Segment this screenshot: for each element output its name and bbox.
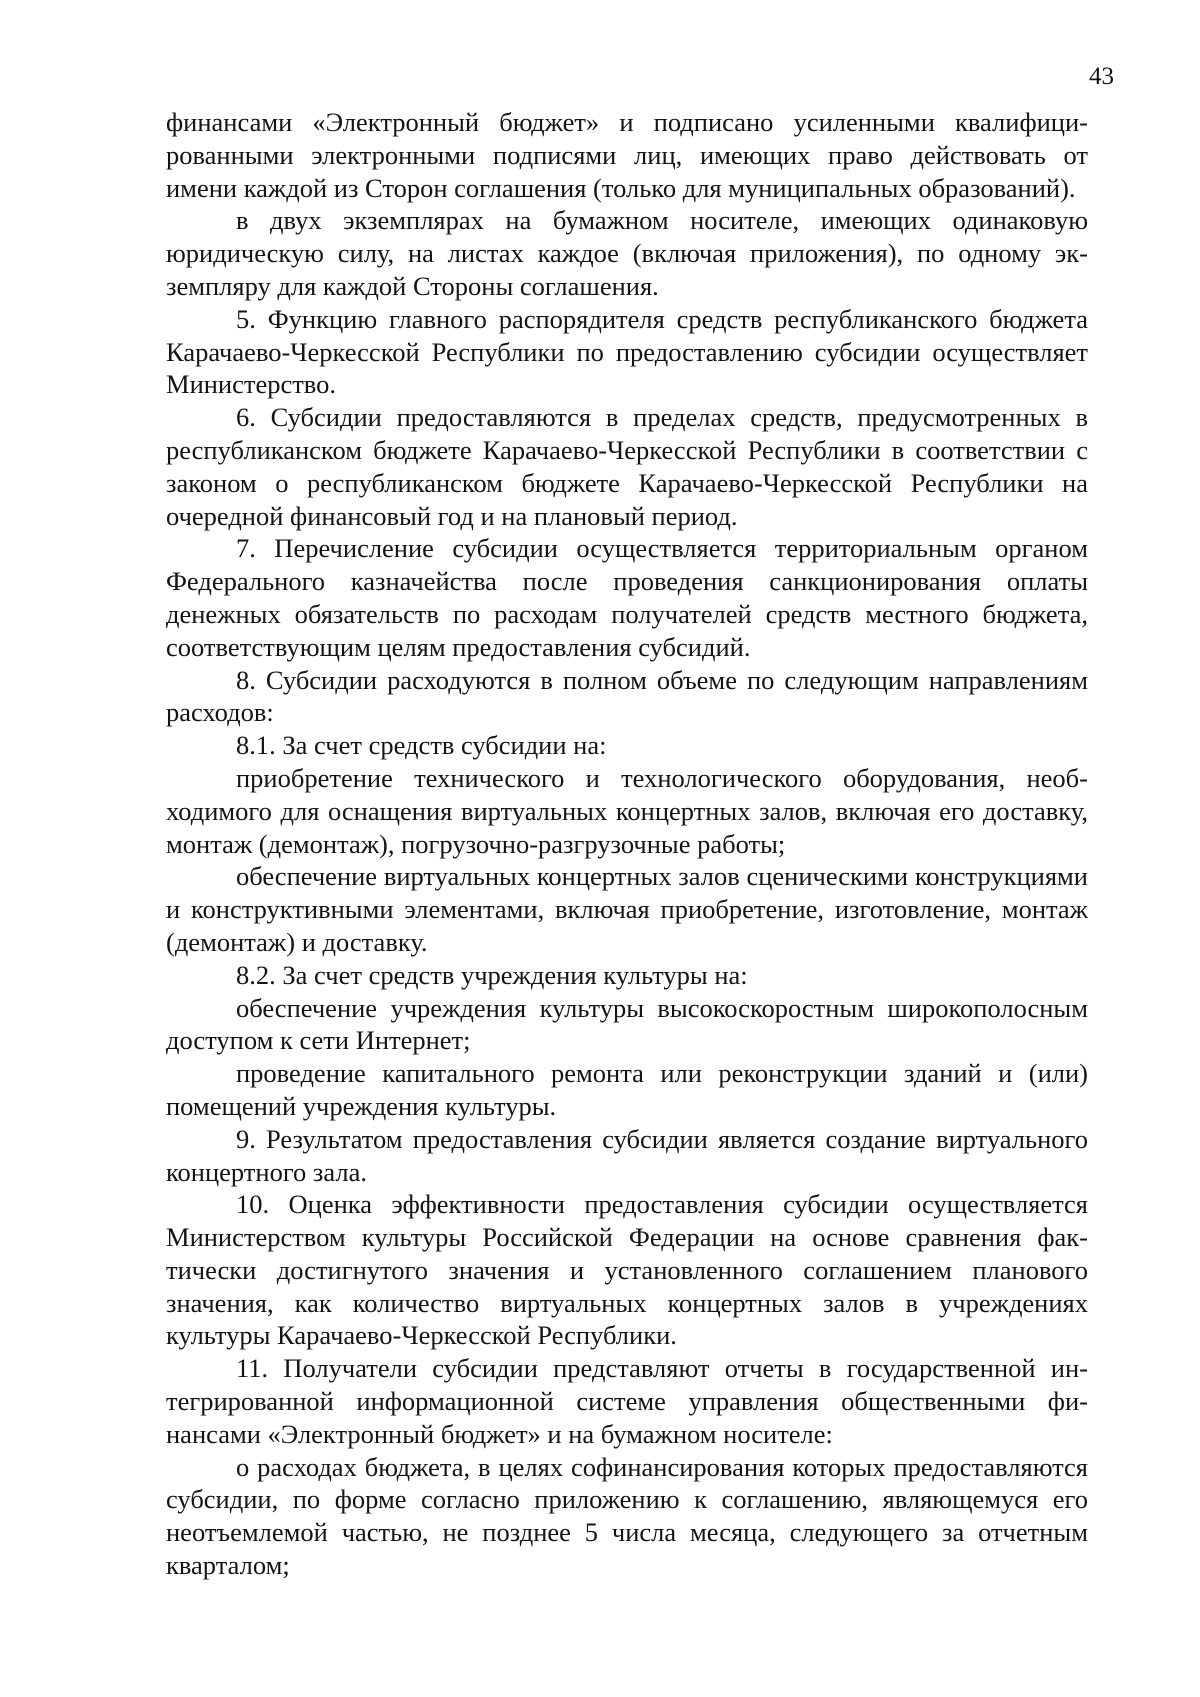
paragraph-clause-11: 11. Получатели субсидии представляют отчеты в государственной интегрированной информационной системе управления общественными финансами «Электронный бюджет» и на бумажном носителе: — [166, 1353, 1088, 1449]
paragraph-clause-8-1-item-1: приобретение технического и технологического оборудования, необходимого для оснащения виртуальных концертных залов, включая его доставку, монтаж (демонтаж), погрузочно-разгрузочные работы; — [166, 762, 1088, 859]
paragraph-clause-8-2-item-2: проведение капитального ремонта или реконструкции зданий и (или) помещений учреждения культуры. — [166, 1058, 1088, 1121]
paragraph-clause-5: 5. Функцию главного распорядителя средств республиканского бюджета Карачаево-Черкесской Республики по предоставлению субсидии осуществляет Министерство. — [166, 303, 1088, 400]
paragraph-clause-6: 6. Субсидии предоставляются в пределах средств, предусмотренных в республиканском бюджете Карачаево-Черкесской Республики в соответствии с законом о республиканском бюджете Карачаево-Черкесской Республики на очередной финансовый год и на плановый период. — [166, 402, 1088, 531]
paragraph-paper-copies: в двух экземплярах на бумажном носителе, имеющих одинаковую юридическую силу, на листах каждое (включая приложения), по одному экземпляру для каждой Стороны соглашения. — [166, 205, 1088, 301]
paragraph-clause-11-item-1: о расходах бюджета, в целях софинансирования которых предоставляются субсидии, по форме согласно приложению к соглашению, являющемуся его неотъемлемой частью, не позднее 5 числа месяца, следующего за отчетным кварталом; — [166, 1451, 1088, 1581]
paragraph-clause-10: 10. Оценка эффективности предоставления субсидии осуществляется Министерством культуры Российской Федерации на основе сравнения фактически достигнутого значения и установленного соглашением планового значения, как количество виртуальных концертных залов в учреждениях культуры Карачаево-Черкесской Республики. — [166, 1189, 1088, 1351]
document-body — [166, 106, 1088, 1582]
page-number: 43 — [1089, 63, 1114, 90]
paragraph-clause-8-1-item-2: обеспечение виртуальных концертных залов сценическими конструкциями и конструктивными элементами, включая приобретение, изготовление, монтаж (демонтаж) и доставку. — [166, 861, 1088, 957]
paragraph-clause-7: 7. Перечисление субсидии осуществляется территориальным органом Федерального казначейства после проведения санкционирования оплаты денежных обязательств по расходам получателей средств местного бюджета, соответствующим целям предоставления субсидий. — [166, 533, 1088, 662]
paragraph-continuation: финансами «Электронный бюджет» и подписано усиленными квалифицированными электронными подписями лиц, имеющих право действовать от имени каждой из Сторон соглашения (только для муниципальных образований). — [166, 107, 1088, 203]
paragraph-clause-9: 9. Результатом предоставления субсидии является создание виртуального концертного зала. — [166, 1123, 1088, 1187]
paragraph-clause-8-2-item-1: обеспечение учреждения культуры высокоскоростным широкополосным доступом к сети Интернет; — [166, 992, 1088, 1056]
paragraph-clause-8: 8. Субсидии расходуются в полном объеме по следующим направлениям расходов: — [166, 664, 1088, 728]
paragraph-clause-8-1: 8.1. За счет средств субсидии на: — [236, 730, 607, 761]
paragraph-clause-8-2: 8.2. За счет средств учреждения культуры на: — [236, 959, 748, 990]
